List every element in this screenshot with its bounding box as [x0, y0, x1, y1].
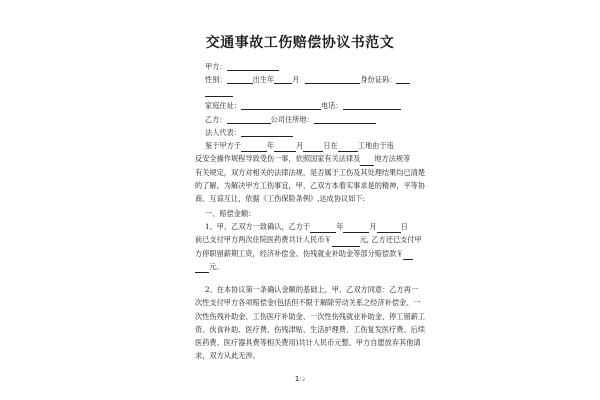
- birth-extra-blank: [305, 75, 360, 84]
- preamble-text: 商、互谅互让，依据《工伤保险条例》,达成协议如下:: [195, 194, 366, 204]
- item-1-text: 日: [400, 222, 408, 231]
- item-1-text: 1、甲、乙双方一致确认，乙方于: [205, 222, 311, 231]
- pay-day-blank: [377, 224, 401, 233]
- phone-label: 电话：: [320, 101, 343, 110]
- pay-month-blank: [343, 224, 369, 233]
- gender-label: 性别：: [205, 75, 227, 84]
- id-no-blank: [396, 75, 410, 84]
- home-addr-blank: [241, 101, 321, 110]
- item-2-text: 资、伙食补助、医疗费、伤残津贴、生活护理费、工伤复发医疗费、后续: [195, 324, 426, 334]
- item-2-text: 2、在本协议第一条确认金额的基础上，甲、乙双方同意：乙方再一: [205, 285, 419, 294]
- preamble-text: 的了解，为解决甲方工伤事宜，甲、乙双方本着实事求是的精神，平等协: [195, 180, 426, 190]
- item-2-text: 医药费、医疗器具费等相关费用)共计人民币元整。甲方自愿放弃其他请: [195, 338, 421, 348]
- preamble-text: 有关规定，双方对相关的法律法规，是否属于工伤及其处理结果均已清楚: [195, 167, 426, 177]
- item-1-paragraph: [195, 220, 422, 273]
- preamble-text: 工地由于违: [357, 141, 394, 150]
- id-no-label: 身份证码：: [360, 75, 397, 84]
- preamble-paragraph: [195, 139, 426, 205]
- partial-amount-blank: [403, 251, 413, 260]
- id-no-continued: [205, 88, 233, 97]
- home-addr-label: 家庭住址：: [205, 101, 241, 110]
- party-b-blank: [227, 115, 271, 124]
- party-a-label: 甲方：: [205, 62, 227, 71]
- section-heading: 一、赔偿金额：: [205, 209, 256, 218]
- gender-line: [205, 75, 410, 84]
- item-1-text: 年: [336, 222, 344, 231]
- party-a-line: [205, 62, 279, 71]
- item-1-text: 方停职留薪期工资，经济补偿金、伤残就业补助金等部分赔偿款￥: [195, 248, 404, 258]
- page-number-total: / 2: [299, 378, 306, 383]
- item-1-text: 月: [369, 222, 377, 231]
- company-addr-blank: [314, 115, 376, 124]
- preamble-text: 反安全操作规程导致受伤一事，依照国家有关法律及: [195, 154, 361, 164]
- home-addr-line: [205, 101, 401, 110]
- item-1-text: 前已支付甲方两次住院医药费共计人民币￥: [195, 235, 332, 245]
- page-number: [0, 375, 600, 383]
- item-2-text: 求，双方从此无涉。: [195, 351, 260, 361]
- party-a-blank: [227, 62, 279, 71]
- date-year-blank: [241, 143, 267, 152]
- legal-rep-line: [205, 128, 293, 137]
- date-month-blank: [274, 143, 296, 152]
- birth-year-label: 出生年: [252, 75, 275, 84]
- document-title: 交通事故工伤赔偿协议书范文: [205, 35, 395, 51]
- partial-amount-blank-2: [195, 264, 209, 273]
- item-2-paragraph: [195, 283, 426, 363]
- party-b-label: 乙方：: [205, 115, 227, 124]
- birth-month-blank: [274, 75, 292, 84]
- legal-rep-label: 法人代表：: [205, 128, 241, 137]
- legal-rep-blank: [241, 128, 293, 137]
- preamble-text: 地方法规等: [374, 154, 411, 164]
- item-2-text: 次性支付甲方各项赔偿金(包括但不限于解除劳动关系之经济补偿金、一: [195, 298, 421, 308]
- party-b-line: [205, 115, 376, 124]
- birth-month-label: 月: [292, 75, 300, 84]
- phone-blank: [343, 101, 401, 110]
- item-1-text: 元, 乙方还已支付甲: [359, 235, 422, 245]
- item-2-text: 次性伤残补助金、工伤医疗补助金、一次性伤残就业补助金、停工留薪工: [195, 311, 426, 321]
- date-day-blank: [303, 143, 323, 152]
- item-1-text: 元。: [209, 261, 224, 271]
- id-no-blank-2: [205, 88, 233, 97]
- medical-amount-blank: [332, 238, 360, 247]
- company-addr-label: 公司住所地：: [270, 115, 314, 124]
- preamble-text: 月: [296, 141, 304, 150]
- preamble-text: 鉴于甲方于: [205, 141, 241, 150]
- pay-year-blank: [310, 224, 336, 233]
- region-blank: [360, 157, 374, 166]
- preamble-text: 年: [266, 141, 275, 150]
- page-number-current: 1: [294, 375, 300, 383]
- preamble-text: 日在: [323, 141, 338, 150]
- site-blank: [338, 143, 358, 152]
- gender-blank: [227, 75, 253, 84]
